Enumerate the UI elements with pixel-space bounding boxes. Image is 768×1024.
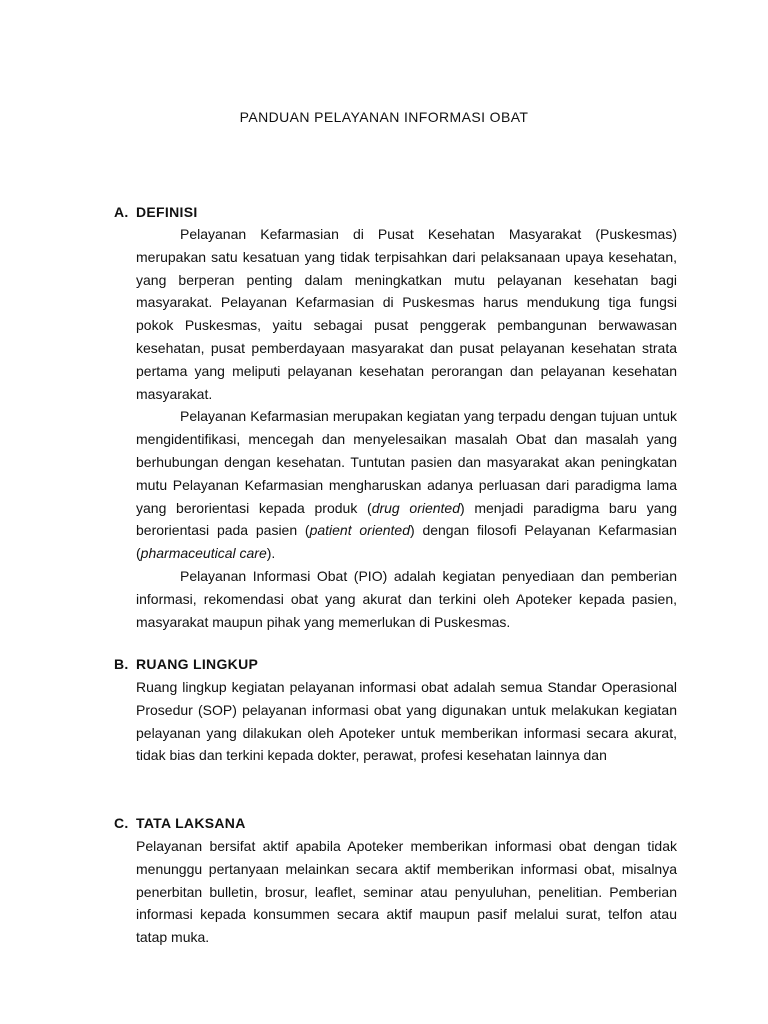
section-body-ruang-lingkup [136,676,677,767]
paragraph [136,676,677,767]
paragraph [136,405,677,565]
section-heading-tata-laksana [114,815,246,831]
paragraph [136,835,677,949]
section-letter: A. [114,204,129,220]
paragraph [136,223,677,405]
paragraph-text: Pelayanan Kefarmasian merupakan kegiatan yang terpadu dengan tujuan untuk mengidentifikasi, mencegah dan menyelesaikan masalah Obat dan masalah yang berhubungan dengan kesehatan. Tuntutan pasien dan masyarakat akan peningkatan mutu Pelayanan Kefarmasian mengharuskan adanya perluasan dari paradigma lama yang berorientasi kepada produk ( [136,408,677,516]
section-letter: C. [114,815,129,831]
paragraph-italic-text: patient oriented [309,522,410,539]
section-body-definisi [136,223,677,633]
document-title: PANDUAN PELAYANAN INFORMASI OBAT [239,109,529,125]
section-body-tata-laksana [136,835,677,949]
paragraph-text: ). [266,545,276,562]
paragraph-italic-text: drug oriented [371,499,460,516]
paragraph-text: Pelayanan Informasi Obat (PIO) adalah kegiatan penyediaan dan pemberian informasi, rekomendasi obat yang akurat dan terkini oleh Apoteker kepada pasien, masyarakat maupun pihak yang memerlukan di Puskesmas. [136,567,677,630]
paragraph-text: Pelayanan bersifat aktif apabila Apoteker memberikan informasi obat dengan tidak menunggu pertanyaan melainkan secara aktif memberikan informasi obat, misalnya penerbitan bulletin, brosur, leaflet, seminar atau penyuluhan, penelitian. Pemberian informasi kepada konsummen secara aktif maupun pasif melalui surat, telfon atau tatap muka. [136,838,677,946]
paragraph-text: ) dengan filosofi Pelayanan Kefarmasian ( [136,522,677,562]
paragraph-text: ) menjadi paradigma baru yang berorientasi pada pasien ( [136,499,677,539]
section-title: TATA LAKSANA [136,815,246,831]
paragraph-italic-text: pharmaceutical care [140,545,267,562]
paragraph-text: Pelayanan Kefarmasian di Pusat Kesehatan Masyarakat (Puskesmas) merupakan satu kesatuan yang tidak terpisahkan dari pelaksanaan upaya kesehatan, yang berperan penting dalam meningkatkan mutu pelayanan kesehatan bagi masyarakat. Pelayanan Kefarmasian di Puskesmas harus mendukung tiga fungsi pokok Puskesmas, yaitu sebagai pusat penggerak pembangunan berwawasan kesehatan, pusat pemberdayaan masyarakat dan pusat pelayanan kesehatan strata pertama yang meliputi pelayanan kesehatan perorangan dan pelayanan kesehatan masyarakat. [136,226,677,402]
section-title: RUANG LINGKUP [136,656,259,672]
paragraph-text: Ruang lingkup kegiatan pelayanan informasi obat adalah semua Standar Operasional Prosedur (SOP) pelayanan informasi obat yang digunakan untuk melakukan kegiatan pelayanan yang dilakukan oleh Apoteker untuk memberikan informasi secara akurat, tidak bias dan terkini kepada dokter, perawat, profesi kesehatan lainnya dan [136,679,677,764]
section-letter: B. [114,656,129,672]
section-heading-ruang-lingkup [114,656,258,672]
section-heading-definisi [114,204,198,220]
section-title: DEFINISI [136,204,198,220]
paragraph [136,565,677,633]
